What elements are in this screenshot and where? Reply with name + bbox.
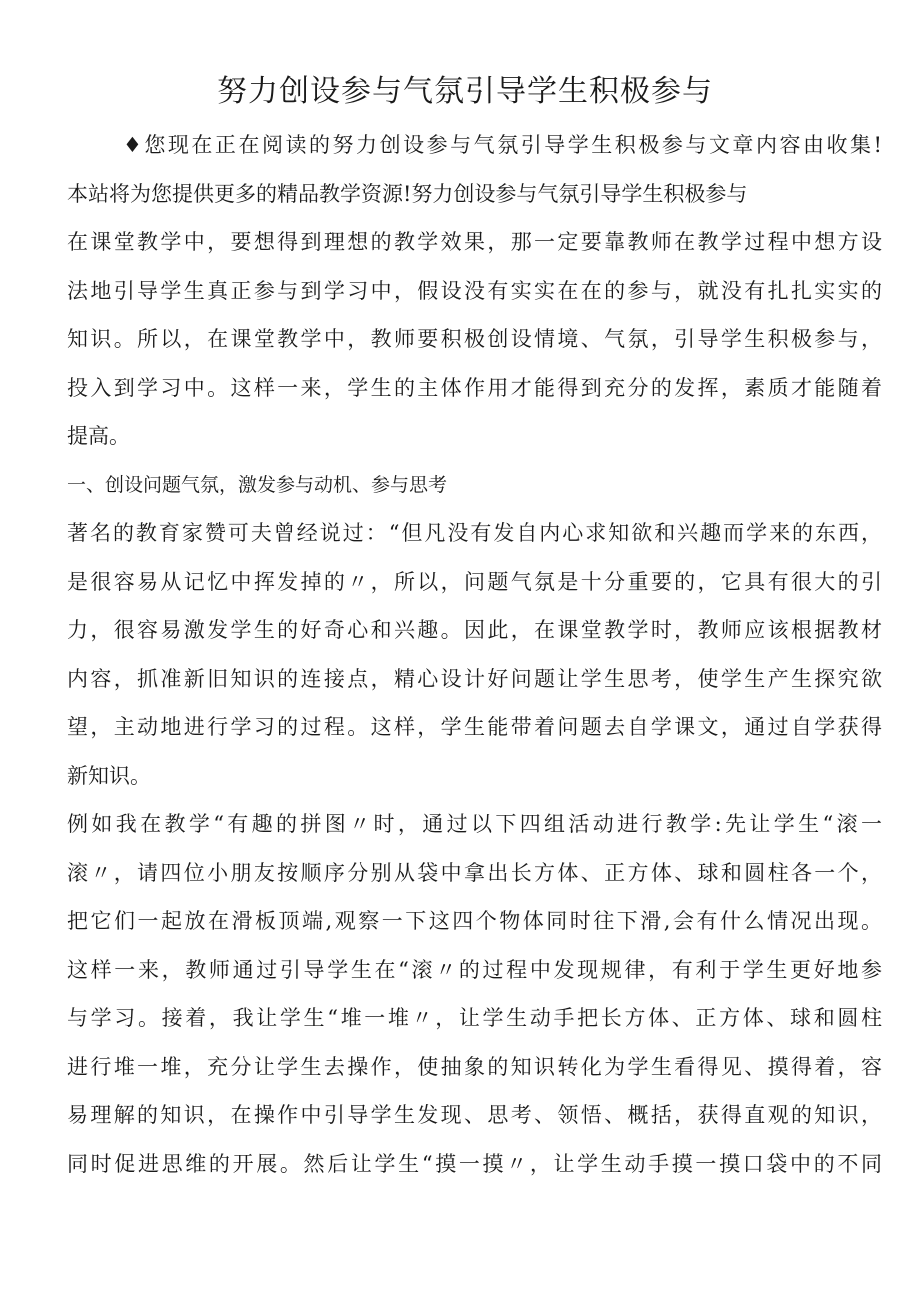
paragraph-line: 同时促进思维的开展。然后让学生“摸一摸〃，让学生动手摸一摸口袋中的不同 <box>67 1151 882 1176</box>
paragraph-line: 这样一来，教师通过引导学生在“滚〃的过程中发现规律，有利于学生更好地参 <box>67 957 882 982</box>
paragraph-line: 内容，抓准新旧知识的连接点，精心设计好问题让学生思考，使学生产生探究欲 <box>67 666 882 691</box>
paragraph-line: 与学习。接着，我让学生“堆一堆〃，让学生动手把长方体、正方体、球和圆柱 <box>67 1006 882 1030</box>
paragraph-line: 易理解的知识，在操作中引导学生发现、思考、领悟、概括，获得直观的知识， <box>67 1103 882 1127</box>
paragraph-line: 是很容易从记忆中挥发掉的〃，所以，问题气氛是十分重要的，它具有很大的引 <box>67 569 882 594</box>
paragraph-line: 在课堂教学中，要想得到理想的教学效果，那一定要靠教师在教学过程中想方设 <box>67 230 882 254</box>
paragraph-line: 投入到学习中。这样一来，学生的主体作用才能得到充分的发挥，素质才能随着 <box>67 375 882 400</box>
section-heading: 一、创设问题气氛，激发参与动机、参与思考 <box>67 473 448 496</box>
paragraph-line: 提高。 <box>67 424 130 448</box>
paragraph-line: 把它们一起放在滑板顶端,观察一下这四个物体同时往下滑,会有什么情况出现。 <box>67 909 882 933</box>
paragraph-line: 法地引导学生真正参与到学习中，假设没有实实在在的参与，就没有扎扎实实的 <box>67 278 882 303</box>
paragraph-line: 著名的教育家赞可夫曾经说过：“但凡没有发自内心求知欲和兴趣而学来的东西， <box>67 521 882 545</box>
document-body <box>67 121 882 1188</box>
paragraph-line: 滚〃，请四位小朋友按顺序分别从袋中拿出长方体、正方体、球和圆柱各一个， <box>67 860 882 885</box>
paragraph-line: 知识。所以，在课堂教学中，教师要积极创设情境、气氛，引导学生积极参与， <box>67 327 882 351</box>
intro-line: ♦您现在正在阅读的努力创设参与气氛引导学生积极参与文章内容由收集! <box>123 133 882 157</box>
intro-line: 本站将为您提供更多的精品教学资源!努力创设参与气氛引导学生积极参与 <box>67 181 748 206</box>
paragraph-line: 力，很容易激发学生的好奇心和兴趣。因此，在课堂教学时，教师应该根据教材 <box>67 618 882 642</box>
paragraph-line: 例如我在教学“有趣的拼图〃时，通过以下四组活动进行教学:先让学生“滚一 <box>67 812 882 836</box>
paragraph-line: 望，主动地进行学习的过程。这样，学生能带着问题去自学课文，通过自学获得 <box>67 715 882 739</box>
document-title: 努力创设参与气氛引导学生积极参与 <box>217 74 713 109</box>
paragraph-line: 进行堆一堆，充分让学生去操作，使抽象的知识转化为学生看得见、摸得着，容 <box>67 1054 882 1079</box>
paragraph-line: 新知识。 <box>67 763 151 788</box>
